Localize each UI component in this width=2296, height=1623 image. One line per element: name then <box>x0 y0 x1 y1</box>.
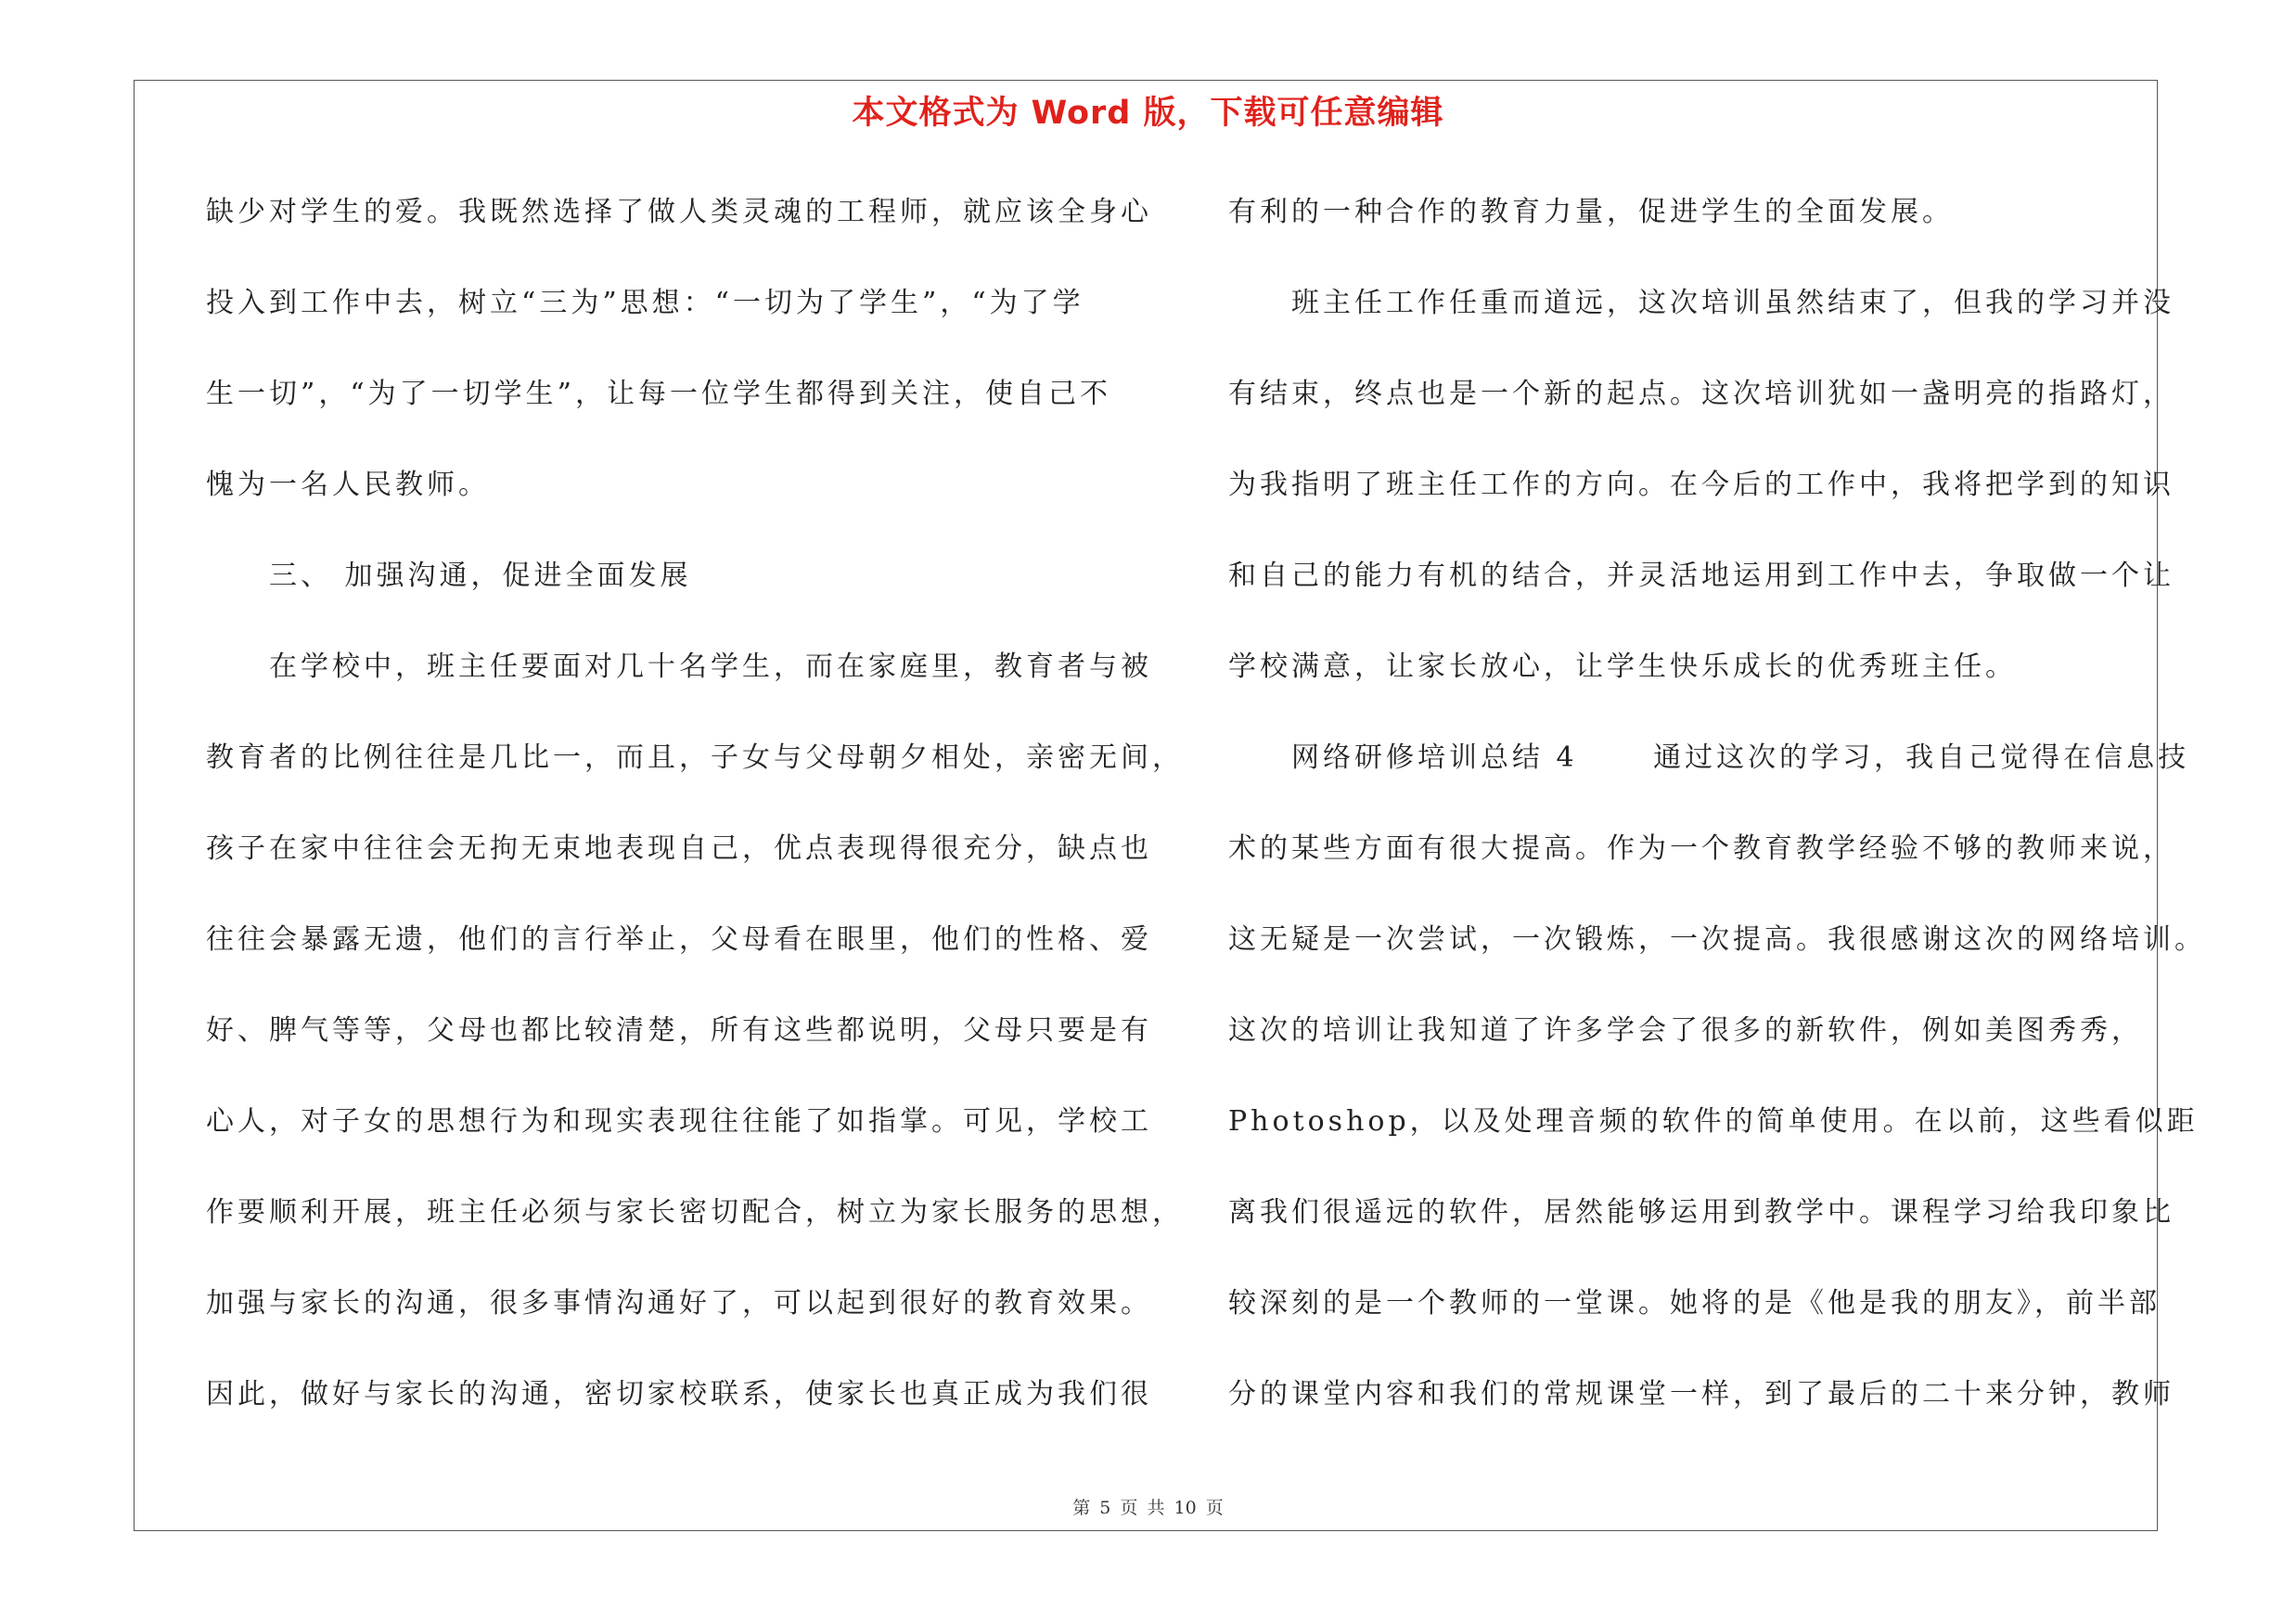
text-line: 往往会暴露无遗，他们的言行举止，父母看在眼里，他们的性格、爱 <box>206 923 1152 956</box>
text-line: Photoshop，以及处理音频的软件的简单使用。在以前，这些看似距 <box>1228 1105 2199 1138</box>
text-line: 教育者的比例往往是几比一，而且，子女与父母朝夕相处，亲密无间， <box>206 741 1184 774</box>
text-line: 这次的培训让我知道了许多学会了很多的新软件，例如美图秀秀， <box>1228 1014 2143 1047</box>
text-line: 好、脾气等等，父母也都比较清楚，所有这些都说明，父母只要是有 <box>206 1014 1152 1047</box>
text-line: 投入到工作中去，树立“三为”思想：“一切为了学生”，“为了学 <box>206 287 1084 319</box>
text-line: 在学校中，班主任要面对几十名学生，而在家庭里，教育者与被 <box>206 650 1152 683</box>
text-line: 为我指明了班主任工作的方向。在今后的工作中，我将把学到的知识 <box>1228 469 2174 501</box>
text-line: 和自己的能力有机的结合，并灵活地运用到工作中去，争取做一个让 <box>1228 560 2174 592</box>
text-line: 加强与家长的沟通，很多事情沟通好了，可以起到很好的教育效果。 <box>206 1287 1152 1320</box>
text-line: 缺少对学生的爱。我既然选择了做人类灵魂的工程师，就应该全身心 <box>206 196 1152 228</box>
text-line: 较深刻的是一个教师的一堂课。她将的是《他是我的朋友》，前半部 <box>1228 1287 2161 1320</box>
format-banner: 本文格式为 Word 版，下载可任意编辑 <box>852 95 1444 132</box>
text-line: 孩子在家中往往会无拘无束地表现自己，优点表现得很充分，缺点也 <box>206 832 1152 865</box>
right-column <box>1228 167 2206 1440</box>
page-number: 第 5 页 共 10 页 <box>1072 1498 1224 1518</box>
text-line: 作要顺利开展，班主任必须与家长密切配合，树立为家长服务的思想， <box>206 1196 1184 1229</box>
text-line: 分的课堂内容和我们的常规课堂一样，到了最后的二十来分钟，教师 <box>1228 1378 2174 1410</box>
text-line: 生一切”，“为了一切学生”，让每一位学生都得到关注，使自己不 <box>206 378 1112 410</box>
section-heading: 网络研修培训总结 4 通过这次的学习，我自己觉得在信息技 <box>1228 741 2190 774</box>
text-line: 班主任工作任重而道远，这次培训虽然结束了，但我的学习并没 <box>1228 287 2174 319</box>
text-line: 离我们很遥远的软件，居然能够运用到教学中。课程学习给我印象比 <box>1228 1196 2174 1229</box>
text-line: 这无疑是一次尝试，一次锻炼，一次提高。我很感谢这次的网络培训。 <box>1228 923 2206 956</box>
text-line: 愧为一名人民教师。 <box>206 469 490 501</box>
text-line: 有利的一种合作的教育力量，促进学生的全面发展。 <box>1228 196 1954 228</box>
text-line: 术的某些方面有很大提高。作为一个教育教学经验不够的教师来说， <box>1228 832 2174 865</box>
text-line: 学校满意，让家长放心，让学生快乐成长的优秀班主任。 <box>1228 650 2017 683</box>
left-column <box>206 167 1184 1440</box>
text-line: 因此，做好与家长的沟通，密切家校联系，使家长也真正成为我们很 <box>206 1378 1152 1410</box>
text-line: 有结束，终点也是一个新的起点。这次培训犹如一盏明亮的指路灯， <box>1228 378 2174 410</box>
text-line: 心人，对子女的思想行为和现实表现往往能了如指掌。可见，学校工 <box>206 1105 1152 1138</box>
section-heading: 三、 加强沟通，促进全面发展 <box>206 560 692 592</box>
